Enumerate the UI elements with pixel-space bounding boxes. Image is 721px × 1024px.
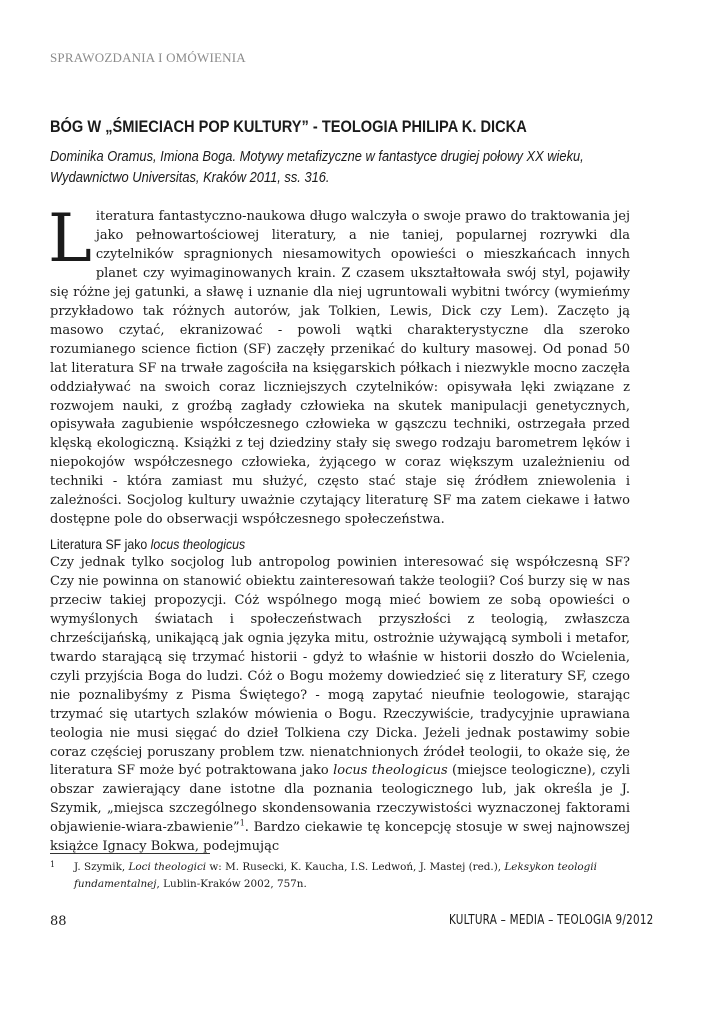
- footnote-text-b: Loci theologici: [128, 861, 207, 873]
- footnote-reference[interactable]: 1: [239, 819, 245, 829]
- footnote-divider: [50, 853, 210, 854]
- footnote-text-a: J. Szymik,: [74, 861, 129, 873]
- section-label: SPRAWOZDANIA I OMÓWIENIA: [50, 50, 246, 65]
- footnote: [50, 859, 635, 893]
- section-paragraph: [50, 554, 630, 857]
- section-text-part-1: Czy jednak tylko socjolog lub antropolog powinien interesować się współczesną SF? Czy nie powinna on stanowić obiektu zainteresowań także teologii? Coś burzy się w nas przeciw takiej propozycji. Cóż wspólnego mogą mieć bowiem ze sobą opowieści o wymyślonych światach i społeczeństwach przyszłości z teologią, zwłaszcza chrześcijańską, unikającą jak ognia języka mitu, ostrożnie używającą symboli i metafor, twardo starającą się trzymać historii - gdyż to właśnie w historii doszło do Wcielenia, czyli przyjścia Boga do ludzi. Cóż o Bogu możemy dowiedzieć się z literatury SF, czego nie poznalibyśmy z Pisma Świętego? - mogą zapytać nieufnie teologowie, starając trzymać się utartych szlaków mówienia o Bogu. Rzeczywiście, tradycyjnie uprawiana teologia nie musi sięgać do dzieł Tolkiena czy Dicka. Jeżeli jednak postawimy sobie coraz częściej poruszany problem tzw. nienatchnionych źródeł teologii, to okaże się, że literatura SF może być potraktowana jako: [50, 555, 630, 779]
- footnote-text-c: w: M. Rusecki, K. Kaucha, I.S. Ledwoń, J. Mastej (red.),: [206, 861, 505, 873]
- intro-text: iteratura fantastyczno-naukowa długo walczyła o swoje prawo do traktowania jej jako pełnowartościowej literatury, a nie taniej, popularnej rozrywki dla czytelników spragnionych niesamowitych opowieści o mieszkańcach innych planet czy wyimaginowanych krain. Z czasem ukształtowała swój styl, pojawiły się różne jej gatunki, a sławę i uznanie dla niej ugruntowali wybitni twórcy (wymieńmy przykładowo tak różnych autorów, jak Tolkien, Lewis, Dick czy Lem). Zaczęto ją masowo czytać, ekranizować - powoli wątki charakterystyczne dla szeroko rozumianego science fiction (SF) zaczęły przenikać do kultury masowej. Od ponad 50 lat literatura SF na trwałe zagościła na księgarskich półkach i niezwykle mocno zaczęła oddziaływać na swoich coraz liczniejszych czytelników: opisywała lęki związane z rozwojem nauki, z groźbą zagłady człowieka na skutek manipulacji genetycznych, opisywała zagubienie współczesnego człowieka w gąszczu techniki, ostrzegała przed klęską ekologiczną. Książki z tej dziedziny stały się swego rodzaju barometrem lęków i niepokojów współczesnego człowieka, żyjącego w coraz większym uzależnieniu od techniki - która zamiast mu służyć, często stać staje się źródłem zniewolenia i zależności. Socjolog kultury uważnie czytający literaturę SF ma zatem ciekawe i łatwo dostępne pole do obserwacji współczesnego społeczeństwa.: [50, 209, 630, 528]
- section-heading-text: Literatura SF jako: [50, 536, 151, 552]
- section-heading: [50, 536, 245, 552]
- book-reference: Dominika Oramus, Imiona Boga. Motywy metafizyczne w fantastyce drugiej połowy XX wieku, Wydawnictwo Universitas, Kraków 2011, ss. 316.: [50, 149, 584, 186]
- intro-paragraph: [48, 200, 630, 530]
- section-text-part-3: . Bardzo ciekawie tę koncepcję stosuje w swej najnowszej książce Ignacy Bokwa, podejmując: [50, 820, 630, 855]
- drop-cap: L: [48, 200, 92, 277]
- footnote-marker: 1: [50, 860, 56, 869]
- footnote-text-e: , Lublin-Kraków 2002, 757n.: [156, 878, 307, 890]
- section-text-part-2: (miejsce teologiczne), czyli obszar zawierający dane istotne dla poznania teologicznego lub, jak określa je J. Szymik, „miejsca szczególnego skondensowania rzeczywistości wyznaczonej faktorami objawienie-wiara-zbawienie”: [50, 763, 630, 836]
- page-number: 88: [50, 914, 67, 929]
- section-heading-italic: locus theologicus: [150, 536, 246, 552]
- article-title: BÓG W „ŚMIECIACH POP KULTURY” - TEOLOGIA PHILIPA K. DICKA: [50, 117, 527, 136]
- journal-name: KULTURA – MEDIA – TEOLOGIA 9/2012: [449, 913, 654, 928]
- footnote-text-d: Leksykon teologii fundamentalnej: [74, 861, 597, 890]
- section-text-italic: locus theologicus: [333, 763, 448, 779]
- footnote-text: [50, 859, 635, 893]
